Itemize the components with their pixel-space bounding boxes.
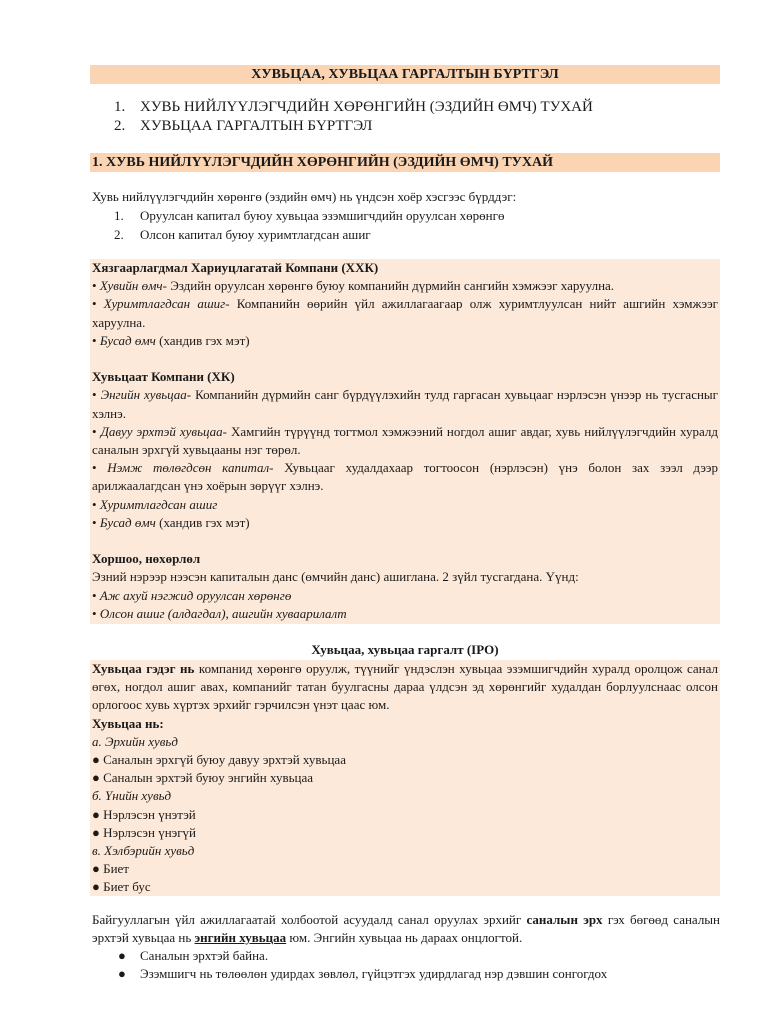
list-item: ● Биет [92, 861, 129, 877]
partnership-text: Эзний нэрээр нээсэн капиталын данс (өмчийн данс) ашиглана. 2 зүйл тусгагдана. Үүнд: [92, 569, 579, 585]
list-item: ● Саналын эрхтэй байна. [118, 948, 269, 963]
document-title: ХУВЬЦАА, ХУВЬЦАА ГАРГАЛТЫН БҮРТГЭЛ [90, 65, 720, 84]
list-item: • Бусад өмч (хандив гэх мэт) [92, 332, 250, 348]
list-item: • Хуримтлагдсан ашиг- Компанийн өөрийн үйл ажиллагаагаар олж хуримтлуулсан нийт ашгийн хэмжээг харуулна. [92, 296, 718, 330]
jsc-heading: Хувьцаат Компани (ХК) [92, 369, 235, 385]
list-item: • Аж ахуй нэгжид оруулсан хөрөнгө [92, 587, 292, 603]
list-item: • Давуу эрхтэй хувьцаа- Хамгийн түрүүнд тогтмол хэмжээний ногдол ашиг авдаг, хувь нийлүүлэгчдийн хуралд саналын эрхгүй хувьцааны нэг төрөл. [92, 423, 719, 458]
capital-parts-list [114, 206, 504, 244]
list-item: 1. Оруулсан капитал буюу хувьцаа эзэмшигчдийн оруулсан хөрөнгө [114, 208, 505, 223]
llc-heading: Хязгаарлагдмал Хариуцлагатай Компани (ХХК) [92, 260, 379, 275]
list-item: ● Нэрлэсэн үнэгүй [92, 824, 197, 840]
list-item: ● Эзэмшигч нь төлөөлөн удирдах зөвлөл, гүйцэтгэх удирдлагад нэр дэвшин сонгогдох [118, 966, 608, 981]
group-label: б. Үнийн хувьд [92, 788, 172, 804]
list-item: • Нэмж төлөгдсөн капитал- Хувьцааг худалдахаар тогтоосон (нэрлэсэн) үнэ болон зах зээл дээр арилжаалагдсан үнэ хоёрын зөрүүг хэлнэ. [92, 460, 718, 494]
list-item: ● Саналын эрхгүй буюу давуу эрхтэй хувьцаа [92, 752, 346, 768]
list-item: ● Биет бус [92, 879, 151, 895]
list-item: • Хувийн өмч- Эздийн оруулсан хөрөнгө буюу компанийн дүрмийн сангийн хэмжээг харуулна. [92, 278, 615, 294]
list-item: ● Нэрлэсэн үнэтэй [92, 806, 196, 822]
list-item: • Олсон ашиг (алдагдал), ашгийн хуваарилалт [92, 605, 347, 621]
company-types-box [90, 259, 720, 624]
section-intro: Хувь нийлүүлэгчдийн хөрөнгө (эздийн өмч) нь үндсэн хоёр хэсгээс бүрддэг: [92, 189, 517, 204]
group-label: в. Хэлбэрийн хувьд [92, 843, 195, 859]
table-of-contents [114, 98, 593, 136]
section-heading: 1. ХУВЬ НИЙЛҮҮЛЭГЧДИЙН ХӨРӨНГИЙН (ЭЗДИЙН ӨМЧ) ТУХАЙ [90, 153, 720, 172]
toc-item: 1. ХУВЬ НИЙЛҮҮЛЭГЧДИЙН ХӨРӨНГИЙН (ЭЗДИЙН ӨМЧ) ТУХАЙ [114, 99, 593, 115]
list-item: • Хуримтлагдсан ашиг [92, 496, 218, 512]
list-item: • Энгийн хувьцаа- Компанийн дүрмийн санг бүрдүүлэхийн тулд гаргасан хувьцааг нэрлэсэн үнээр нь тусгасныг хэлнэ. [92, 387, 718, 421]
partnership-heading: Хоршоо, нөхөрлөл [92, 551, 201, 567]
ipo-title: Хувьцаа, хувьцаа гаргалт (IPO) [311, 642, 499, 657]
group-label: а. Эрхийн хувьд [92, 733, 178, 749]
list-item: 2. Олсон капитал буюу хуримтлагдсан ашиг [114, 227, 371, 242]
toc-item: 2. ХУВЬЦАА ГАРГАЛТЫН БҮРТГЭЛ [114, 118, 373, 134]
list-item: ● Саналын эрхтэй буюу энгийн хувьцаа [92, 770, 314, 786]
voting-right-paragraph: Байгууллагын үйл ажиллагаатай холбоотой асуудалд санал оруулах эрхийг саналын эрх гэх бөгөөд саналын эрхтэй хувьцаа нь энгийн хувьцаа юм. Энгийн хувьцаа нь дараах онцлогтой. [92, 912, 720, 945]
list-item: • Бусад өмч (хандив гэх мэт) [92, 514, 250, 530]
share-definition: Хувьцаа гэдэг нь компанид хөрөнгө оруулж, түүнийг үндэслэн хувьцаа эзэмшигчдийн хуралд оролцож санал өгөх, ногдол ашиг авах, компанийг татан буулгасны дараа үлдсэн эд хөрөнгийг худалдан борлуулснаас олсон орлогоос хувь хүртэх эрхийг гэрчилсэн үнэт цаас юм. [92, 661, 718, 713]
ipo-box [90, 660, 720, 896]
share-types-heading: Хувьцаа нь: [92, 715, 164, 731]
common-share-features [118, 947, 607, 983]
